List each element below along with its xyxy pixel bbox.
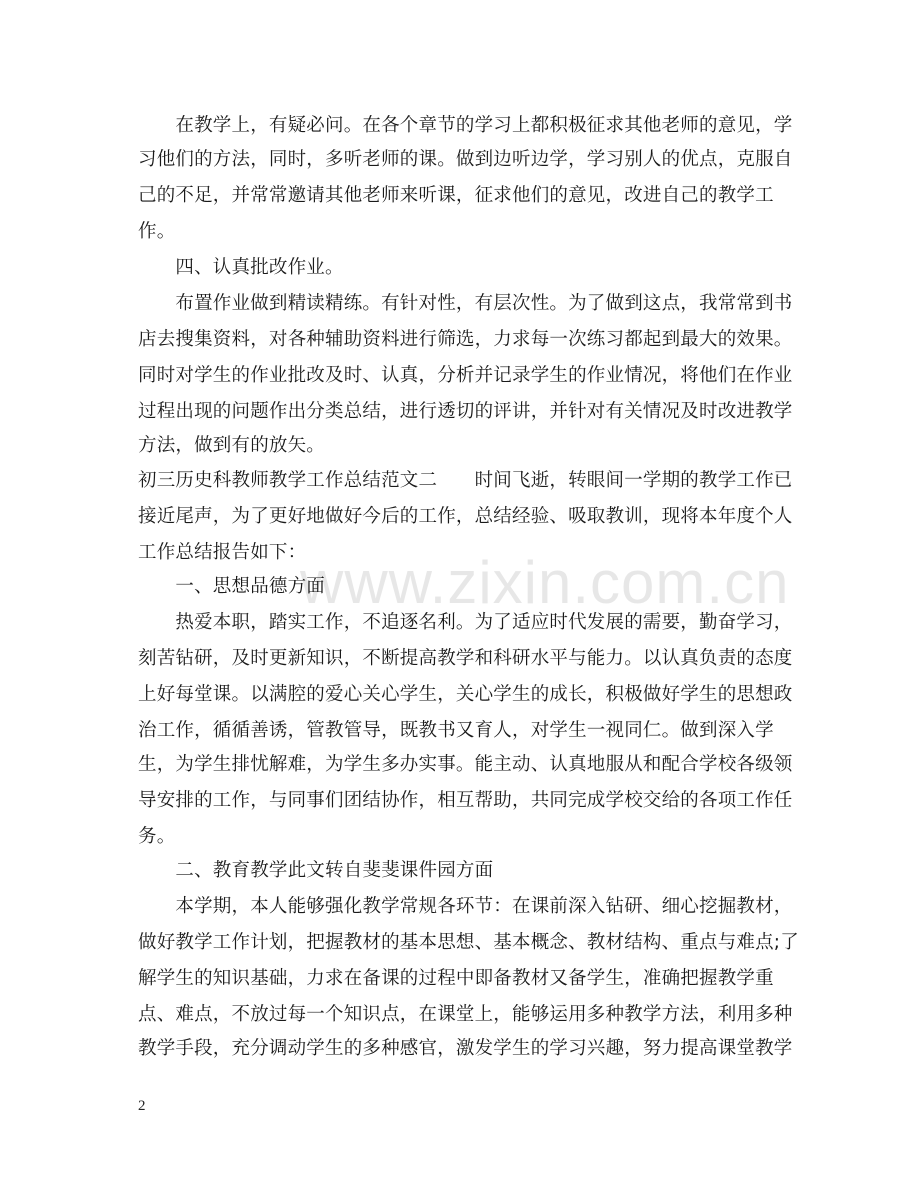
text-line: 刻苦钻研，及时更新知识，不断提高教学和科研水平与能力。以认真负责的态度	[138, 648, 793, 669]
text-line: 同时对学生的作业批改及时、认真，分析并记录学生的作业情况，将他们在作业	[138, 365, 793, 386]
watermark: www.zixin.com.cn	[300, 549, 790, 616]
text-line: 导安排的工作，与同事们团结协作，相互帮助，共同完成学校交给的各项工作任	[138, 790, 793, 811]
text-line: 点、难点，不放过每一个知识点，在课堂上，能够运用多种教学方法，利用多种	[138, 1004, 793, 1025]
text-line: 治工作，循循善诱，管教管导，既教书又育人，对学生一视同仁。做到深入学	[138, 720, 774, 741]
text-line: 己的不足，并常常邀请其他老师来听课，征求他们的意见，改进自己的教学工	[138, 185, 774, 206]
text-line: 生，为学生排忧解难，为学生多办实事。能主动、认真地服从和配合学校各级领	[138, 754, 793, 775]
text-line: 务。	[138, 826, 176, 847]
section-heading: 一、思想品德方面	[138, 576, 326, 597]
text-line: 教学手段，充分调动学生的多种感官，激发学生的学习兴趣，努力提高课堂教学	[138, 1038, 793, 1059]
text-line: 热爱本职，踏实工作，不追逐名利。为了适应时代发展的需要，勤奋学习，	[138, 612, 793, 633]
document-title-line: 初三历史科教师教学工作总结范文二 时间飞逝，转眼间一学期的教学工作已	[138, 470, 793, 491]
text-line: 习他们的方法，同时，多听老师的课。做到边听边学，学习别人的优点，克服自	[138, 149, 793, 170]
text-line: 做好教学工作计划，把握教材的基本思想、基本概念、教材结构、重点与难点;了	[138, 932, 799, 953]
text-line: 过程出现的问题作出分类总结，进行透切的评讲，并针对有关情况及时改进教学	[138, 401, 793, 422]
text-line: 布置作业做到精读精练。有针对性，有层次性。为了做到这点，我常常到书	[138, 293, 793, 314]
text-line: 上好每堂课。以满腔的爱心关心学生，关心学生的成长，积极做好学生的思想政	[138, 684, 793, 705]
text-line: 本学期，本人能够强化教学常规各环节：在课前深入钻研、细心挖掘教材，	[138, 896, 793, 917]
page-number: 2	[138, 1098, 146, 1114]
text-line: 在教学上，有疑必问。在各个章节的学习上都积极征求其他老师的意见，学	[138, 115, 793, 136]
text-line: 解学生的知识基础，力求在备课的过程中即备教材又备学生，准确把握教学重	[138, 968, 774, 989]
text-line: 方法，做到有的放矢。	[138, 435, 326, 456]
text-line: 工作总结报告如下：	[138, 542, 307, 563]
text-line: 作。	[138, 221, 176, 242]
text-line: 接近尾声，为了更好地做好今后的工作，总结经验、吸取教训，现将本年度个人	[138, 506, 793, 527]
text-line: 店去搜集资料，对各种辅助资料进行筛选，力求每一次练习都起到最大的效果。	[138, 329, 793, 350]
section-heading: 四、认真批改作业。	[138, 257, 344, 278]
section-heading: 二、教育教学此文转自斐斐课件园方面	[138, 860, 494, 881]
